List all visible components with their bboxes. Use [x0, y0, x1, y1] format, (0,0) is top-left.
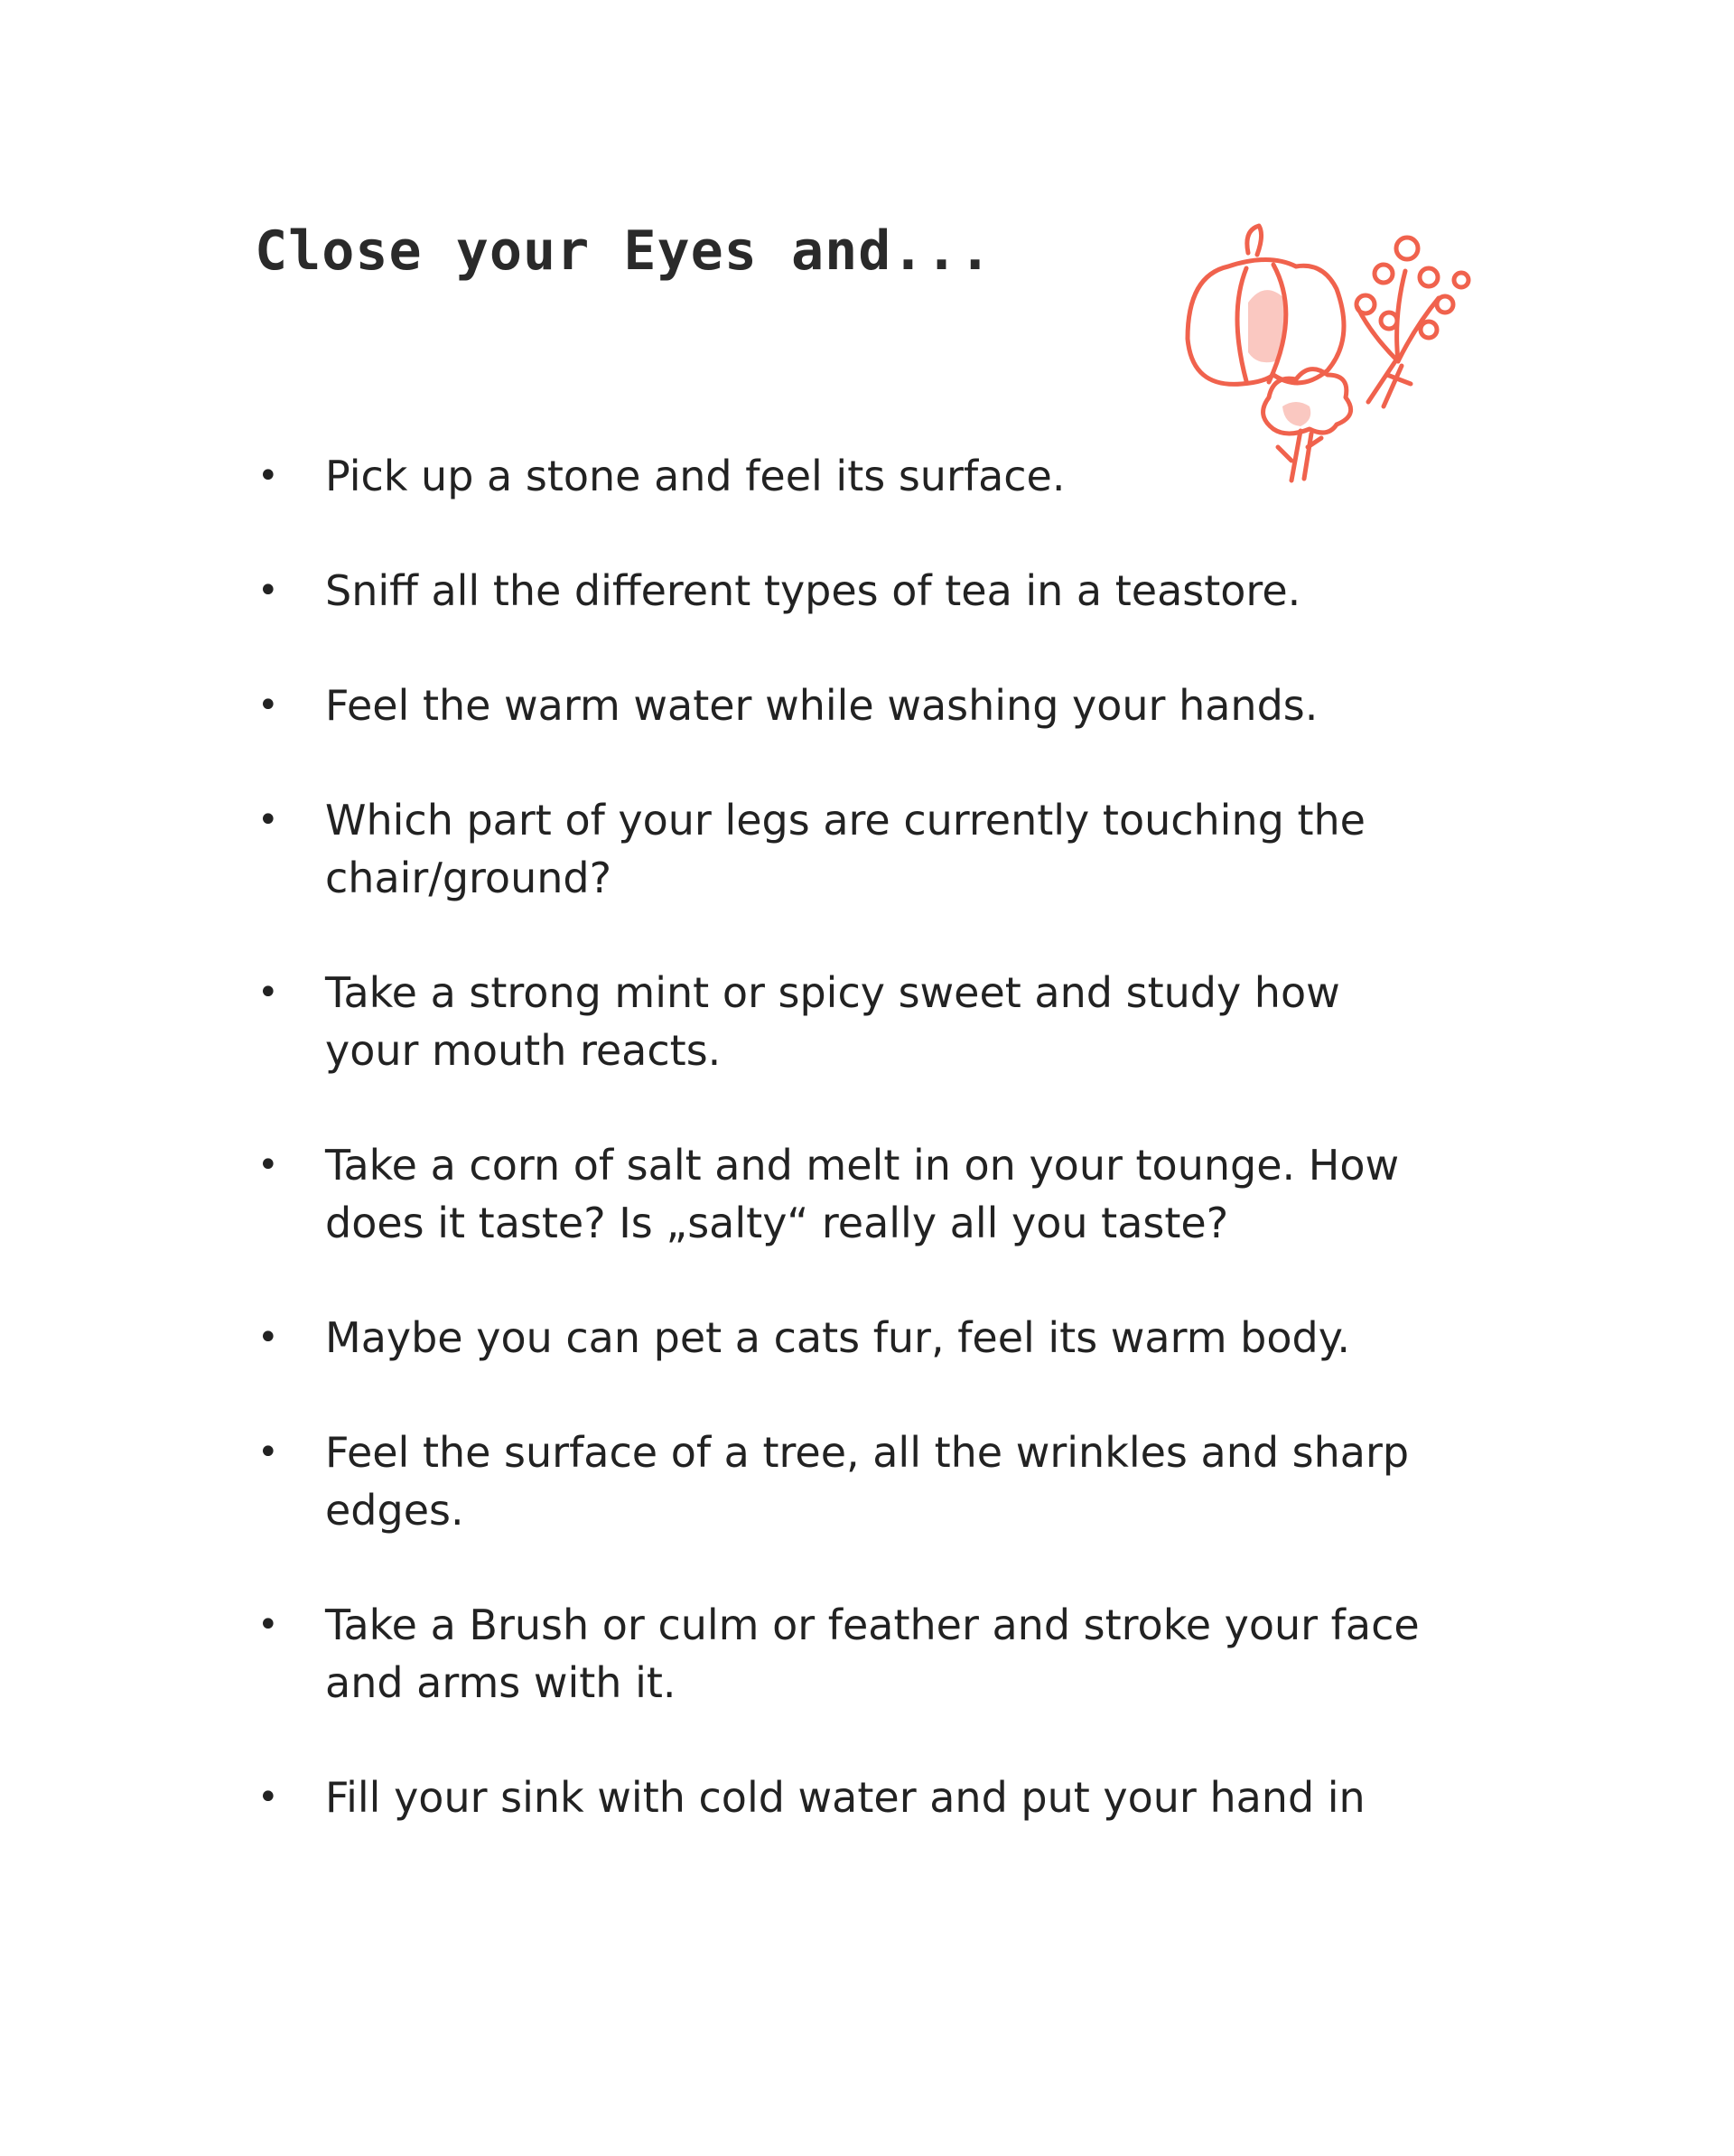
herb-bouquet-icon	[1356, 238, 1468, 406]
list-item	[257, 964, 1431, 1079]
bullet: •	[257, 1432, 279, 1473]
list-item-text: Take a corn of salt and melt in on your tounge. How does it taste? Is „salty“ really all you taste?	[325, 1141, 1400, 1247]
list-item	[257, 1596, 1431, 1712]
bullet: •	[257, 1317, 279, 1358]
tips-list	[257, 447, 1431, 1883]
bullet: •	[257, 1777, 279, 1818]
list-item	[257, 1423, 1431, 1539]
list-item-text: Sniff all the different types of tea in a teastore.	[325, 566, 1301, 615]
list-item	[257, 791, 1431, 907]
list-item	[257, 447, 1431, 505]
list-item-text: Pick up a stone and feel its surface.	[325, 452, 1066, 500]
list-item-text: Fill your sink with cold water and put your hand in	[325, 1773, 1366, 1822]
bullet: •	[257, 570, 279, 611]
bullet: •	[257, 799, 279, 841]
list-item-text: Maybe you can pet a cats fur, feel its warm body.	[325, 1313, 1350, 1362]
list-item	[257, 562, 1431, 620]
bullet: •	[257, 455, 279, 497]
bullet: •	[257, 1604, 279, 1646]
list-item-text: Take a strong mint or spicy sweet and study how your mouth reacts.	[325, 968, 1340, 1075]
list-item-text: Feel the warm water while washing your hands.	[325, 681, 1319, 730]
pumpkin-icon	[1188, 226, 1344, 384]
list-item	[257, 1769, 1431, 1826]
list-item-text: Which part of your legs are currently touching the chair/ground?	[325, 796, 1366, 902]
list-item-text: Feel the surface of a tree, all the wrinkles and sharp edges.	[325, 1428, 1410, 1535]
bullet: •	[257, 1144, 279, 1186]
list-item	[257, 677, 1431, 734]
bullet: •	[257, 972, 279, 1013]
list-item-text: Take a Brush or culm or feather and stroke your face and arms with it.	[325, 1601, 1420, 1707]
list-item	[257, 1309, 1431, 1367]
page-title: Close your Eyes and...	[255, 219, 993, 283]
list-item	[257, 1136, 1431, 1252]
bullet: •	[257, 685, 279, 726]
